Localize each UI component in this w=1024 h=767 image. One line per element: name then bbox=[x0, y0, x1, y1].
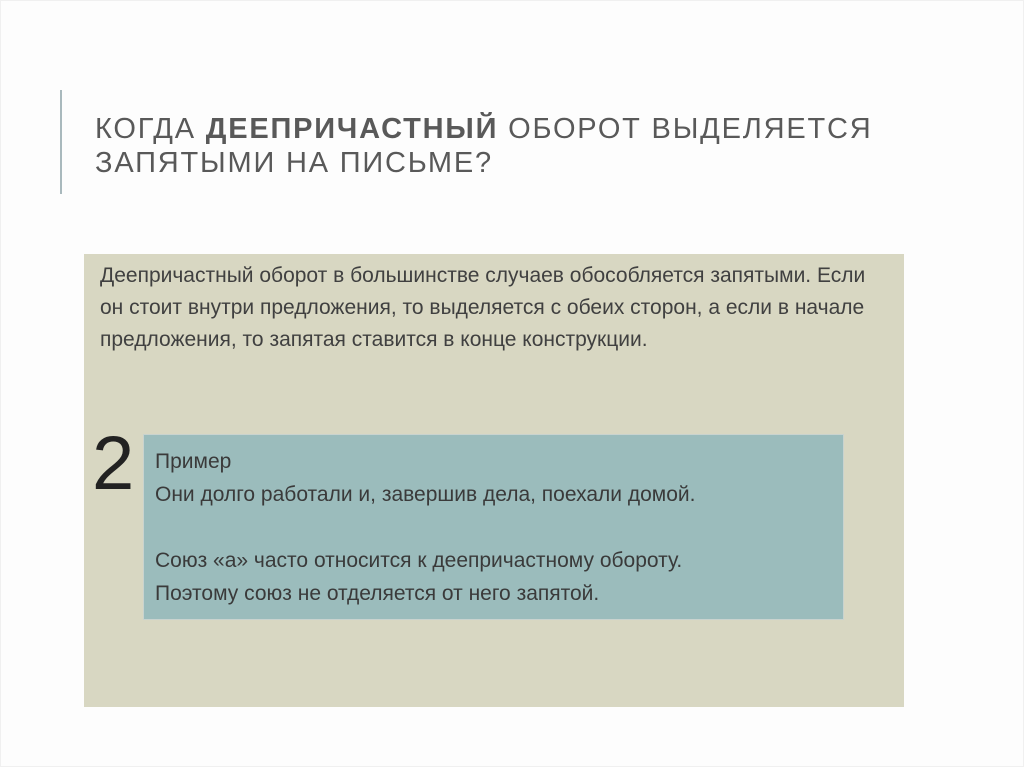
slide-title bbox=[95, 112, 955, 180]
slide-number-marker: 2 bbox=[92, 421, 135, 506]
example-label: Пример bbox=[155, 450, 232, 473]
title-text-start: КОГДА bbox=[95, 113, 206, 145]
title-text-end: ОБОРОТ ВЫДЕЛЯЕТСЯ ЗАПЯТЫМИ НА ПИСЬМЕ? bbox=[95, 113, 873, 179]
title-accent-rule bbox=[60, 90, 62, 194]
example-note-line-1: Союз «а» часто относится к деепричастному обороту. bbox=[155, 549, 683, 572]
example-note-line-2: Поэтому союз не отделяется от него запятой. bbox=[155, 582, 600, 605]
intro-paragraph: Деепричастный оборот в большинстве случаев обособляется запятыми. Если он стоит внутри предложения, то выделяется с обеих сторон, а если в начале предложения, то запятая ставится в конце конструкции. bbox=[100, 264, 866, 351]
title-emphasis: ДЕЕПРИЧАСТНЫЙ bbox=[205, 113, 499, 145]
example-sentence: Они долго работали и, завершив дела, поехали домой. bbox=[155, 483, 696, 506]
example-box bbox=[144, 435, 843, 619]
content-box bbox=[84, 254, 904, 707]
